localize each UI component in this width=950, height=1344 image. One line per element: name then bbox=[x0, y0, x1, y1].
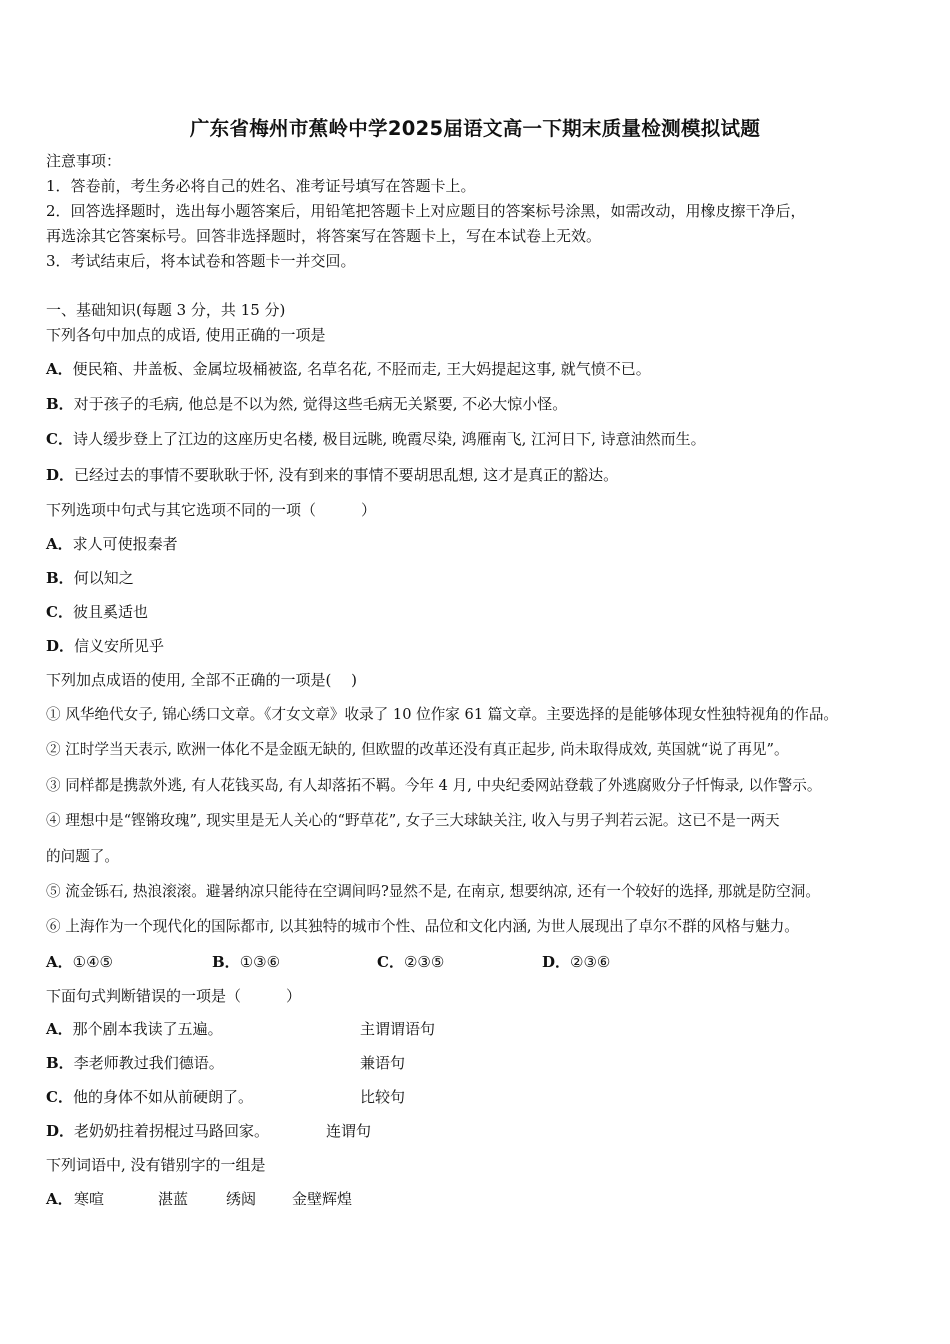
option-row bbox=[46, 1019, 223, 1039]
option-letter: D． bbox=[46, 637, 75, 655]
question-stem: 下列词语中, 没有错别字的一组是 bbox=[46, 1156, 266, 1174]
question-stem: 下列各句中加点的成语, 使用正确的一项是 bbox=[46, 326, 326, 344]
option-text: 何以知之 bbox=[73, 569, 134, 587]
option-letter: B． bbox=[46, 395, 74, 413]
option-letter: D． bbox=[46, 466, 75, 484]
option-text: 老奶奶拄着拐棍过马路回家。 bbox=[74, 1122, 270, 1140]
option-letter: B． bbox=[46, 569, 74, 587]
sentence-type: 连谓句 bbox=[326, 1122, 372, 1140]
option-letter: C． bbox=[46, 430, 73, 448]
option-row bbox=[46, 465, 618, 485]
option-letter: A． bbox=[46, 1190, 73, 1208]
option-letter: A． bbox=[46, 1020, 73, 1038]
option-letter: D． bbox=[46, 1122, 75, 1140]
choice-letter: A． bbox=[46, 953, 73, 971]
option-text: 便民箱、井盖板、金属垃圾桶被盗, 名草名花, 不胫而走, 王大妈提起这事, 就气愤不已。 bbox=[72, 360, 651, 378]
choice-text: ②③⑤ bbox=[403, 953, 445, 971]
numbered-sentence-continued: 的问题了。 bbox=[46, 848, 119, 865]
option-letter: A． bbox=[46, 360, 73, 378]
word: 绣闼 bbox=[226, 1190, 257, 1208]
word: 湛蓝 bbox=[158, 1190, 189, 1208]
option-letter: A． bbox=[46, 535, 73, 553]
choice bbox=[377, 952, 444, 972]
choice-text: ②③⑥ bbox=[570, 953, 611, 971]
option-text: 诗人缓步登上了江边的这座历史名楼, 极目远眺, 晚霞尽染, 鸿雁南飞, 江河日下, 诗意油然而生。 bbox=[72, 430, 706, 448]
option-text: 信义安所见乎 bbox=[74, 637, 165, 655]
option-row bbox=[46, 359, 651, 379]
option-text: 已经过去的事情不要耿耿于怀, 没有到来的事情不要胡思乱想, 这才是真正的豁达。 bbox=[74, 466, 619, 484]
option-row bbox=[46, 636, 164, 656]
option-row bbox=[46, 568, 134, 588]
sentence-type: 主谓谓语句 bbox=[360, 1020, 436, 1038]
notice-item: 1．答卷前，考生务必将自己的姓名、准考证号填写在答题卡上。 bbox=[46, 177, 476, 195]
option-row bbox=[46, 1087, 253, 1107]
option-row bbox=[46, 534, 178, 554]
sentence-type: 比较句 bbox=[360, 1088, 406, 1106]
numbered-sentence: ③ 同样都是携款外逃, 有人花钱买岛, 有人却落拓不羁。今年 4 月, 中央纪委网站登载了外逃腐败分子忏悔录, 以作警示。 bbox=[46, 777, 822, 794]
option-row bbox=[46, 1121, 269, 1141]
question-stem: 下面句式判断错误的一项是（ ） bbox=[46, 987, 302, 1005]
option-row bbox=[46, 1053, 224, 1073]
page-title: 广东省梅州市蕉岭中学2025届语文高一下期末质量检测模拟试题 bbox=[189, 117, 761, 140]
option-row bbox=[46, 1189, 73, 1209]
option-text: 对于孩子的毛病, 他总是不以为然, 觉得这些毛病无关紧要, 不必大惊小怪。 bbox=[73, 395, 568, 413]
question-stem: 下列加点成语的使用, 全部不正确的一项是( ) bbox=[46, 671, 358, 689]
numbered-sentence: ① 风华绝代女子, 锦心绣口文章。《才女文章》收录了 10 位作家 61 篇文章。主要选择的是能够体现女性独特视角的作品。 bbox=[46, 706, 839, 723]
choice bbox=[46, 952, 113, 972]
numbered-sentence: ④ 理想中是“铿锵玫瑰”, 现实里是无人关心的“野草花”, 女子三大球缺关注, 收入与男子判若云泥。这已不是一两天 bbox=[46, 812, 780, 829]
option-text: 求人可使报秦者 bbox=[72, 535, 178, 553]
choice-letter: C． bbox=[377, 953, 404, 971]
notice-item: 再选涂其它答案标号。回答非选择题时，将答案写在答题卡上，写在本试卷上无效。 bbox=[46, 227, 602, 245]
option-text: 李老师教过我们德语。 bbox=[73, 1054, 224, 1072]
option-text: 那个剧本我读了五遍。 bbox=[72, 1020, 223, 1038]
notice-item: 2．回答选择题时，选出每小题答案后，用铅笔把答题卡上对应题目的答案标号涂黑，如需改动，用橡皮擦干净后， bbox=[46, 202, 806, 220]
option-row bbox=[46, 602, 148, 622]
choice bbox=[212, 952, 280, 972]
option-letter: C． bbox=[46, 1088, 73, 1106]
option-text: 他的身体不如从前硬朗了。 bbox=[72, 1088, 253, 1106]
option-letter: B． bbox=[46, 1054, 74, 1072]
choice-letter: B． bbox=[212, 953, 240, 971]
notice-heading: 注意事项： bbox=[46, 152, 122, 170]
sentence-type: 兼语句 bbox=[360, 1054, 406, 1072]
numbered-sentence: ⑥ 上海作为一个现代化的国际都市, 以其独特的城市个性、品位和文化内涵, 为世人展现出了卓尔不群的风格与魅力。 bbox=[46, 918, 799, 935]
choice-text: ①③⑥ bbox=[239, 953, 281, 971]
choice-text: ①④⑤ bbox=[72, 953, 113, 971]
notice-item: 3．考试结束后，将本试卷和答题卡一并交回。 bbox=[46, 252, 356, 270]
word: 金壁辉煌 bbox=[292, 1190, 353, 1208]
choice-letter: D． bbox=[542, 953, 571, 971]
word: 寒喧 bbox=[74, 1190, 105, 1208]
choice bbox=[542, 952, 610, 972]
numbered-sentence: ⑤ 流金铄石, 热浪滚滚。避暑纳凉只能待在空调间吗?显然不是, 在南京, 想要纳凉, 还有一个较好的选择, 那就是防空洞。 bbox=[46, 883, 820, 900]
question-stem: 下列选项中句式与其它选项不同的一项（ ） bbox=[46, 501, 377, 519]
option-row bbox=[46, 394, 567, 414]
option-text: 彼且奚适也 bbox=[72, 603, 148, 621]
numbered-sentence: ② 江时学当天表示, 欧洲一体化不是金瓯无缺的, 但欧盟的改革还没有真正起步, 尚未取得成效, 英国就“说了再见”。 bbox=[46, 741, 789, 758]
option-row bbox=[46, 429, 706, 449]
section-heading: 一、基础知识(每题 3 分，共 15 分) bbox=[46, 301, 286, 319]
option-letter: C． bbox=[46, 603, 73, 621]
